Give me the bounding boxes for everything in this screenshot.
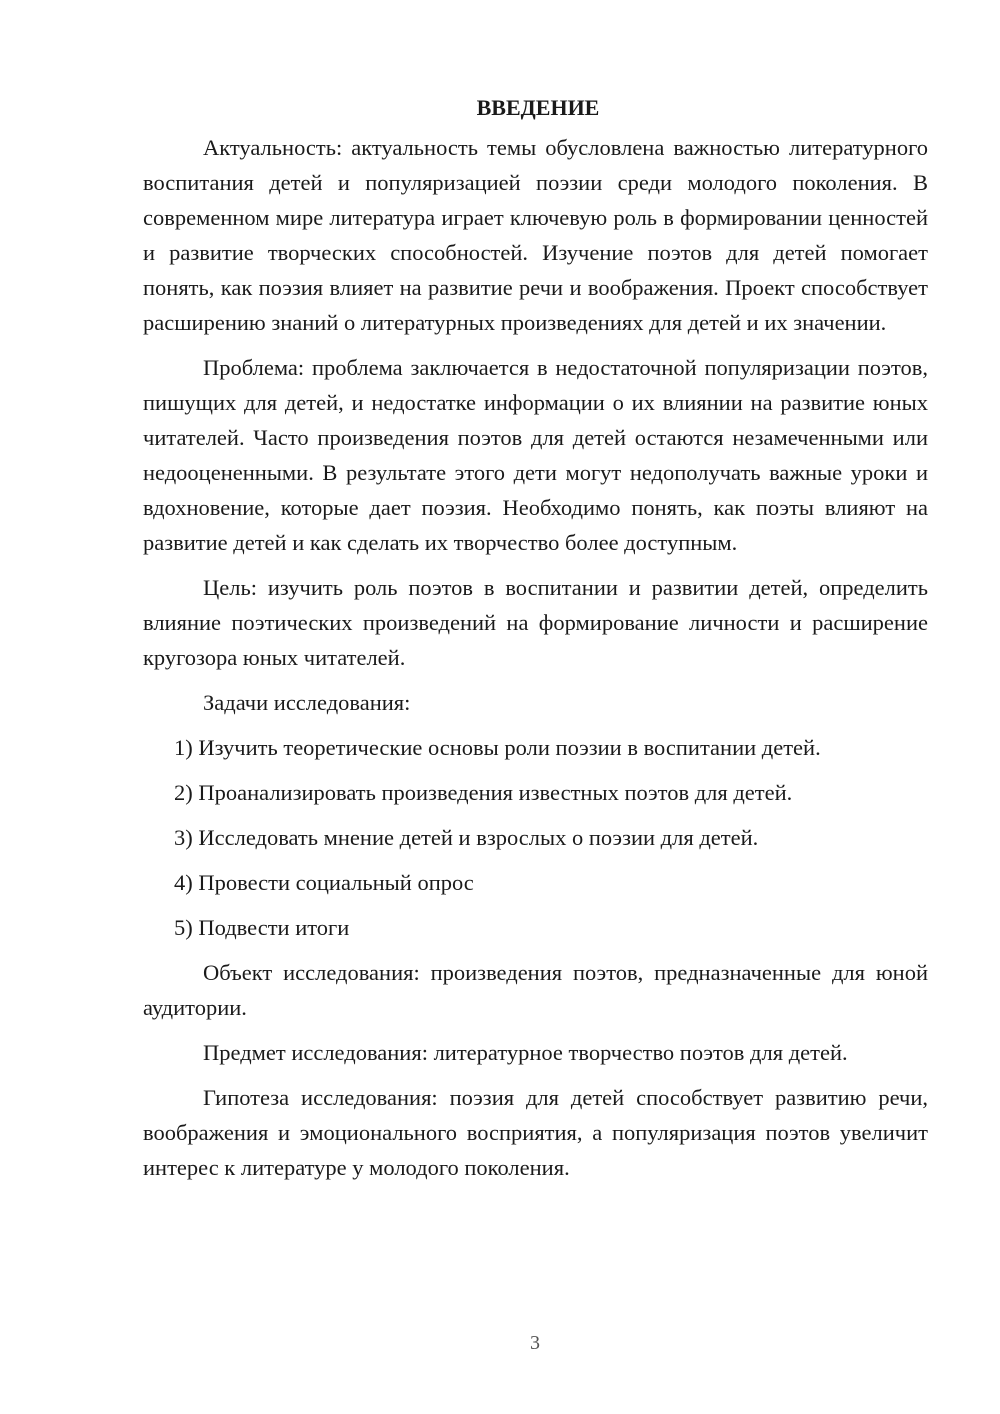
document-page xyxy=(143,90,928,1195)
page-number: 3 xyxy=(530,1332,540,1354)
list-item: 2) Проанализировать произведения известных поэтов для детей. xyxy=(174,780,793,805)
list-item: 5) Подвести итоги xyxy=(174,915,350,940)
object-paragraph: Объект исследования: произведения поэтов, предназначенные для юной аудитории. xyxy=(143,960,928,1020)
section-heading: ВВЕДЕНИЕ xyxy=(476,95,600,120)
list-item: 3) Исследовать мнение детей и взрослых о поэзии для детей. xyxy=(174,825,759,850)
list-item: 1) Изучить теоретические основы роли поэзии в воспитании детей. xyxy=(174,735,821,760)
tasks-list xyxy=(143,730,928,945)
relevance-paragraph: Актуальность: актуальность темы обусловлена важностью литературного воспитания детей и популяризацией поэзии среди молодого поколения. В современном мире литература играет ключевую роль в формировании ценностей и развитие творческих способностей. Изучение поэтов для детей помогает понять, как поэзия влияет на развитие речи и воображения. Проект способствует расширению знаний о литературных произведениях для детей и их значении. xyxy=(143,135,928,335)
tasks-title: Задачи исследования: xyxy=(203,690,411,715)
list-item: 4) Провести социальный опрос xyxy=(174,870,474,895)
hypothesis-paragraph: Гипотеза исследования: поэзия для детей способствует развитию речи, воображения и эмоционального восприятия, а популяризация поэтов увеличит интерес к литературе у молодого поколения. xyxy=(143,1085,928,1180)
problem-paragraph: Проблема: проблема заключается в недостаточной популяризации поэтов, пишущих для детей, и недостатке информации о их влиянии на развитие юных читателей. Часто произведения поэтов для детей остаются незамеченными или недооцененными. В результате этого дети могут недополучать важные уроки и вдохновение, которые дает поэзия. Необходимо понять, как поэты влияют на развитие детей и как сделать их творчество более доступным. xyxy=(143,355,928,555)
goal-paragraph: Цель: изучить роль поэтов в воспитании и развитии детей, определить влияние поэтических произведений на формирование личности и расширение кругозора юных читателей. xyxy=(143,575,928,670)
subject-paragraph: Предмет исследования: литературное творчество поэтов для детей. xyxy=(203,1040,848,1065)
